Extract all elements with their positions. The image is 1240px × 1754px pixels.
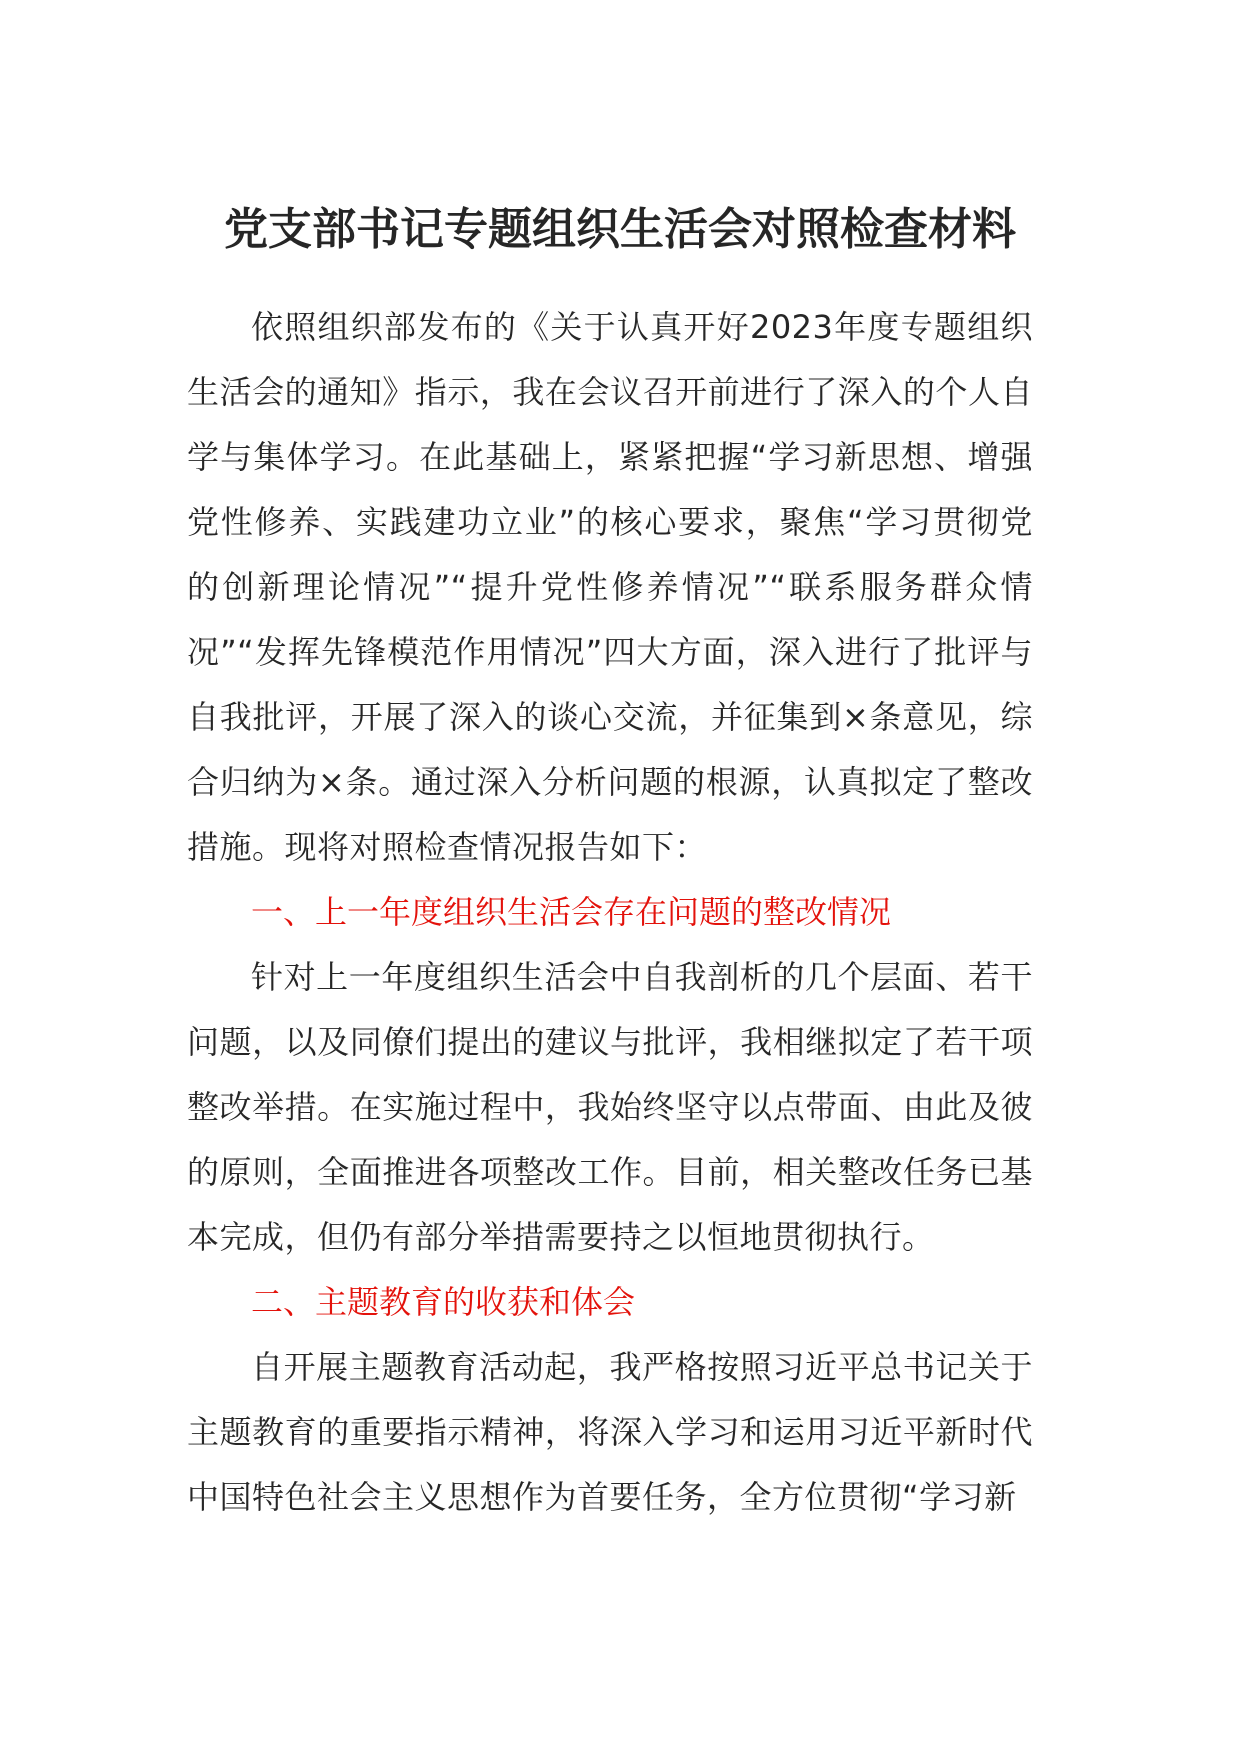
section-2-paragraph: 自开展主题教育活动起，我严格按照习近平总书记关于主题教育的重要指示精神，将深入学习和运用习近平新时代中国特色社会主义思想作为首要任务，全方位贯彻“学习新 xyxy=(187,1348,1033,1516)
intro-paragraph: 依照组织部发布的《关于认真开好2023年度专题组织生活会的通知》指示，我在会议召开前进行了深入的个人自学与集体学习。在此基础上，紧紧把握“学习新思想、增强党性修养、实践建功立业”的核心要求，聚焦“学习贯彻党的创新理论情况”“提升党性修养情况”“联系服务群众情况”“发挥先锋模范作用情况”四大方面，深入进行了批评与自我批评，开展了深入的谈心交流，并征集到×条意见，综合归纳为×条。通过深入分析问题的根源，认真拟定了整改措施。现将对照检查情况报告如下： xyxy=(187,308,1033,866)
document-body xyxy=(187,295,1033,1530)
section-2-heading: 二、主题教育的收获和体会 xyxy=(251,1283,636,1321)
section-1-heading: 一、上一年度组织生活会存在问题的整改情况 xyxy=(251,893,892,931)
section-1-paragraph: 针对上一年度组织生活会中自我剖析的几个层面、若干问题，以及同僚们提出的建议与批评，我相继拟定了若干项整改举措。在实施过程中，我始终坚守以点带面、由此及彼的原则，全面推进各项整改工作。目前，相关整改任务已基本完成，但仍有部分举措需要持之以恒地贯彻执行。 xyxy=(187,958,1033,1256)
document-title: 党支部书记专题组织生活会对照检查材料 xyxy=(224,204,1016,255)
